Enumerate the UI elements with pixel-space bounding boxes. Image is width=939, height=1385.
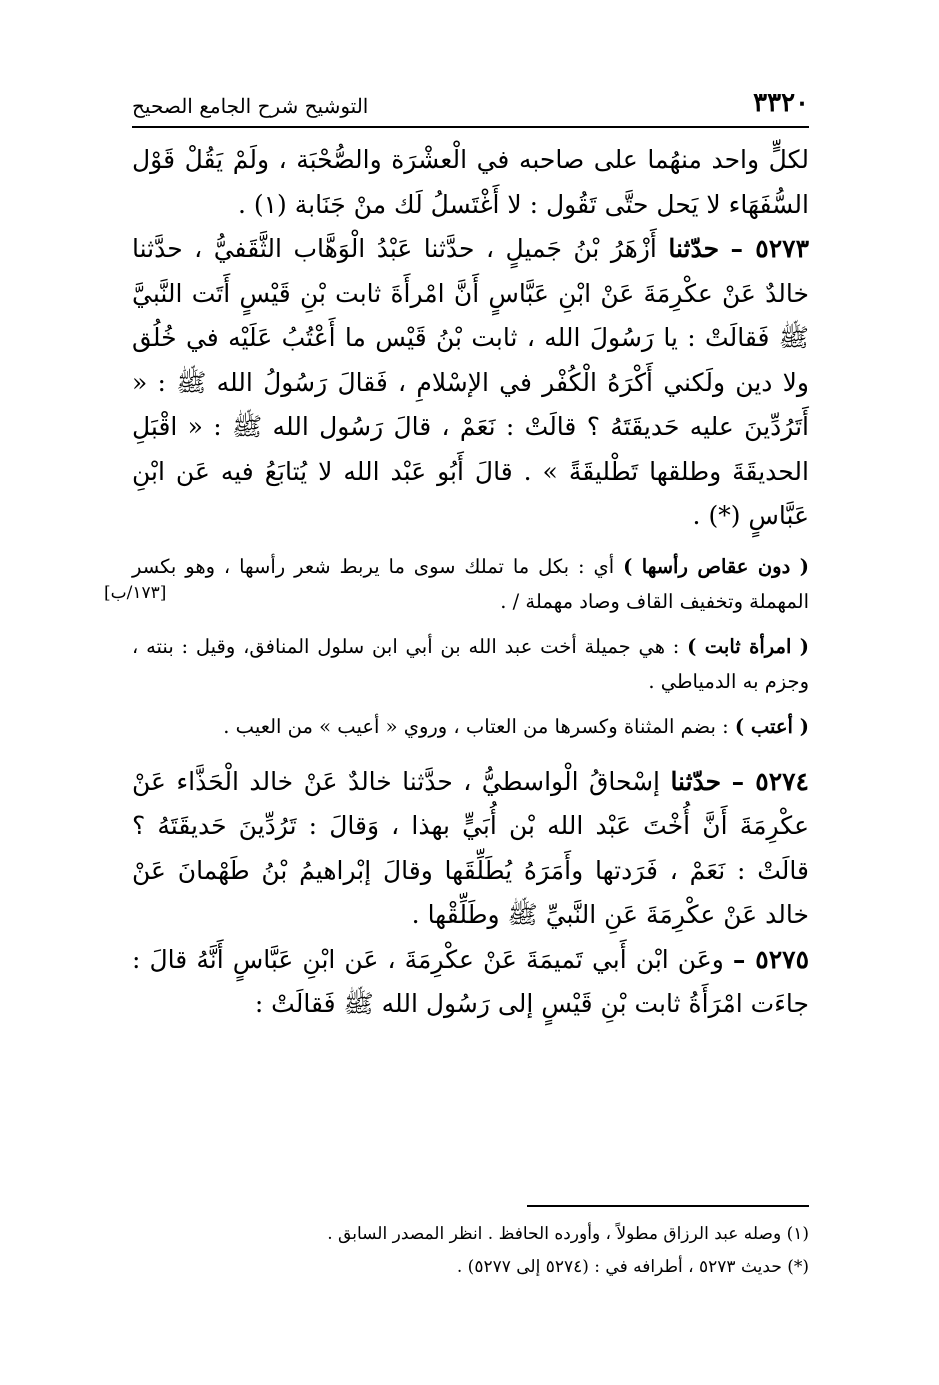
page-number: ٣٣٢٠ (753, 88, 809, 118)
commentary-text: : هي جميلة أخت عبد الله بن أبي ابن سلول المنافق، وقيل : بنته ، وجزم به الدمياطي . (132, 634, 809, 693)
intro-paragraph: لكلٍّ واحد منهُما على صاحبه في الْعشْرَة والصُّحْبَة ، ولَمْ يَقُلْ قَوْل السُّفَهَاء لا يَحل حتَّى تَقُول : لا أَغْتَسلُ لَك منْ جَنَابة (١) . (132, 145, 809, 219)
commentary-3 (132, 709, 809, 744)
footnote-divider (527, 1205, 809, 1207)
margin-folio-note: [١٧٣/ب] (104, 582, 167, 603)
hadith-text: إسْحاقُ الْواسطيُّ ، حدَّثنا خالدٌ عَنْ خالد الْحَذَّاء عَنْ عكْرِمَةَ أَنَّ أُخْتَ عَبْد الله بْن أُبَيٍّ بهذا ، وَقالَ : تَرُدِّينَ حَديقَتَهُ ؟ قالَتْ : نَعَمْ ، فَرَدتها وأَمَرَهُ يُطَلِّقَها وقالَ إبْراهيمُ بْنُ طَهْمانَ عَنْ خالد عَنْ عكْرِمَةَ عَنِ النَّبيِّ ﷺ وطَلِّقْها . (132, 766, 809, 929)
hadith-5275 (132, 938, 809, 1027)
hadith-number: ٥٢٧٣ – (730, 234, 809, 263)
commentary-1 (132, 549, 809, 619)
hadith-5274 (132, 760, 809, 938)
commentary-term: ( أعتب ) (734, 714, 809, 738)
commentary-2 (132, 629, 809, 699)
hadith-number: ٥٢٧٤ – (731, 766, 809, 796)
footnote-2: (*) حديث ٥٢٧٣ ، أطرافه في : (٥٢٧٤ إلى ٥٢٧٧) . (456, 1257, 809, 1277)
haddathana-keyword: حدّثنا (670, 766, 722, 796)
hadith-5273 (132, 227, 809, 539)
page-body (104, 138, 809, 1027)
commentary-term: ( امرأة ثابت ) (687, 634, 809, 658)
hadith-text: وعَن ابْن أَبي تَميمَةَ عَنْ عكْرِمَةَ ، عَن ابْنِ عَبَّاسٍ أَنَّهُ قالَ : جاءَت امْرَأَةُ ثابت بْنِ قَيْسٍ إلى رَسُول الله ﷺ فَقالَتْ : (132, 944, 809, 1018)
hadith-number: ٥٢٧٥ – (732, 944, 809, 974)
footnotes (132, 1218, 809, 1284)
spacer (132, 744, 809, 760)
hadith-text: أَزْهَرُ بْنُ جَميلٍ ، حدَّثنا عَبْدُ الْوَهَّاب الثَّقَفيُّ ، حدَّثنا خالدٌ عَنْ عكْرِمَةَ عَنْ ابْنِ عَبَّاسٍ أَنَّ امْرأَةَ ثابت بْنِ قَيْسٍ أَتَت النَّبيَّ ﷺ فَقالَتْ : يا رَسُولَ الله ، ثابت بْنُ قَيْس ما أَعْتُبُ عَلَيْه في خُلُق ولا دين ولَكني أَكْرَهُ الْكُفْر في الإسْلامِ ، فَقالَ رَسُولُ الله ﷺ : « أَتَرُدِّينَ عليه حَديقَتَهُ ؟ قالَتْ : نَعَمْ ، قالَ رَسُول الله ﷺ : « اقْبَلِ الحديقَةَ وطلقها تَطْليقَةً » . قالَ أَبُو عَبْد الله لا يُتابَعُ فيه عَن ابْنِ عَبَّاسٍ (*) . (132, 234, 809, 530)
commentary-term: ( دون عقاص رأسها ) (623, 554, 809, 578)
page-header (132, 88, 809, 128)
running-title: التوشيح شرح الجامع الصحيح (132, 94, 369, 118)
haddathana-keyword: حدّثنا (668, 234, 720, 263)
footnote-1: (١) وصله عبد الرزاق مطولاً ، وأورده الحافظ . انظر المصدر السابق . (327, 1224, 809, 1244)
commentary-text: أي : بكل ما تملك سوى ما يربط شعر رأسها ، وهو بكسر المهملة وتخفيف القاف وصاد مهملة / . (132, 554, 809, 613)
commentary-text: : بضم المثناة وكسرها من العتاب ، وروي « أعيب » من العيب . (223, 714, 729, 738)
